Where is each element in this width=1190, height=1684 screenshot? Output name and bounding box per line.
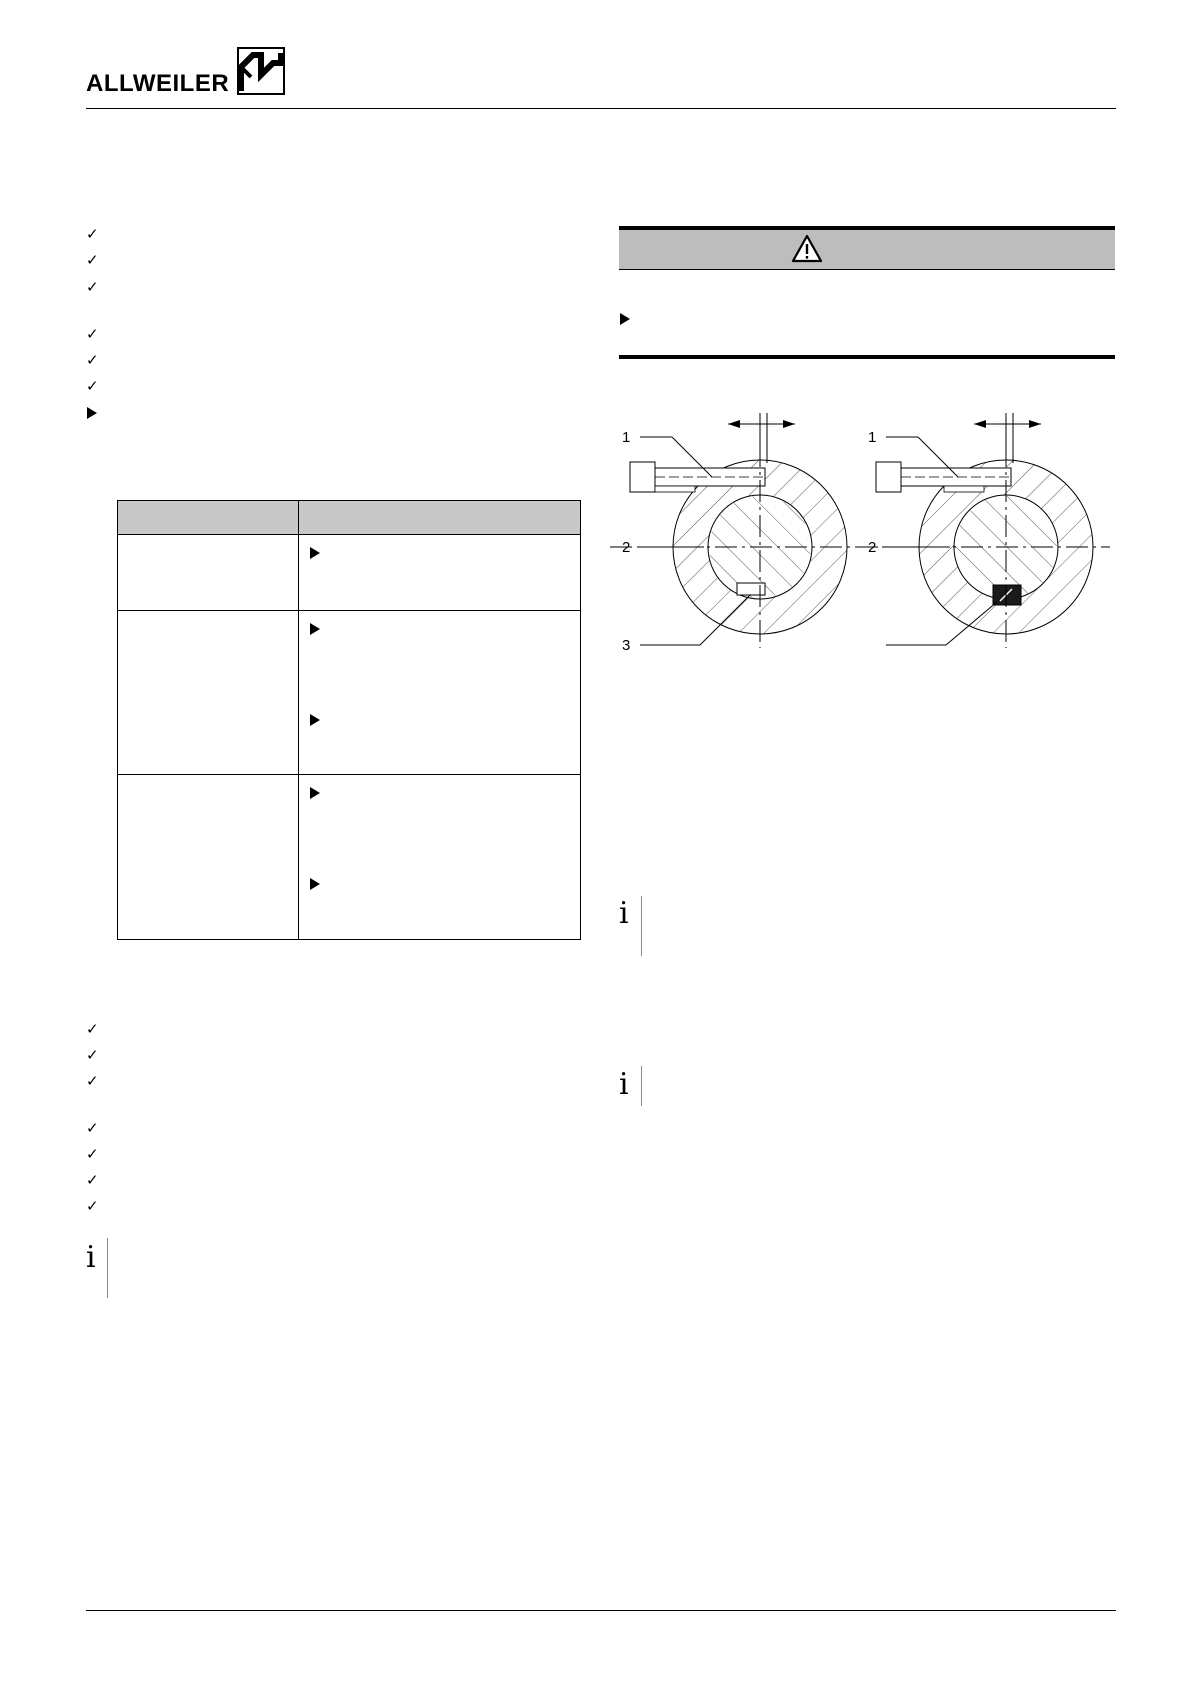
table-cell [118, 535, 299, 611]
warning-bottom-rule [619, 355, 1115, 359]
arrow-icon [310, 547, 320, 559]
table-header-cell [118, 501, 299, 535]
figure-label: 3 [622, 637, 631, 654]
info-note-rule [641, 896, 642, 956]
check-icon: ✓ [86, 1046, 99, 1064]
header-rule [86, 108, 1116, 109]
check-icon: ✓ [86, 1171, 99, 1189]
allweiler-logo-icon [237, 47, 285, 95]
check-icon: ✓ [86, 1119, 99, 1137]
figure-label: 1 [868, 429, 877, 446]
arrow-icon [310, 878, 320, 890]
table-cell [299, 775, 581, 940]
shaft-coupling-figure [610, 405, 1110, 655]
arrow-icon [310, 623, 320, 635]
check-icon: ✓ [86, 225, 99, 243]
check-icon: ✓ [86, 251, 99, 269]
coupling-drawing-left [610, 413, 910, 648]
info-note-rule [641, 1066, 642, 1106]
check-icon: ✓ [86, 278, 99, 296]
check-icon: ✓ [86, 351, 99, 369]
figure-label: 2 [622, 539, 631, 556]
arrow-icon [620, 313, 630, 325]
check-icon: ✓ [86, 1197, 99, 1215]
arrow-icon [310, 787, 320, 799]
coupling-drawing-right [856, 413, 1110, 648]
figure-label: 1 [622, 429, 631, 446]
check-icon: ✓ [86, 1145, 99, 1163]
check-icon: ✓ [86, 325, 99, 343]
footer-rule [86, 1610, 1116, 1611]
table-cell [118, 775, 299, 940]
warning-triangle-icon [791, 234, 823, 264]
warning-header-bar [619, 226, 1115, 270]
brand-name: ALLWEILER [86, 70, 230, 97]
figure-labels-left [622, 429, 630, 654]
figure-label: 2 [868, 539, 877, 556]
info-icon: i [619, 1067, 629, 1102]
info-table [117, 500, 581, 940]
table-cell [299, 611, 581, 775]
info-icon: i [619, 896, 629, 931]
arrow-icon [310, 714, 320, 726]
figure-labels-right [868, 429, 876, 556]
info-note-rule [107, 1238, 108, 1298]
check-icon: ✓ [86, 1072, 99, 1090]
check-icon: ✓ [86, 1020, 99, 1038]
arrow-icon [87, 407, 97, 419]
table-cell [118, 611, 299, 775]
table-cell [299, 535, 581, 611]
info-icon: i [86, 1240, 96, 1275]
table-header-cell [299, 501, 581, 535]
check-icon: ✓ [86, 377, 99, 395]
